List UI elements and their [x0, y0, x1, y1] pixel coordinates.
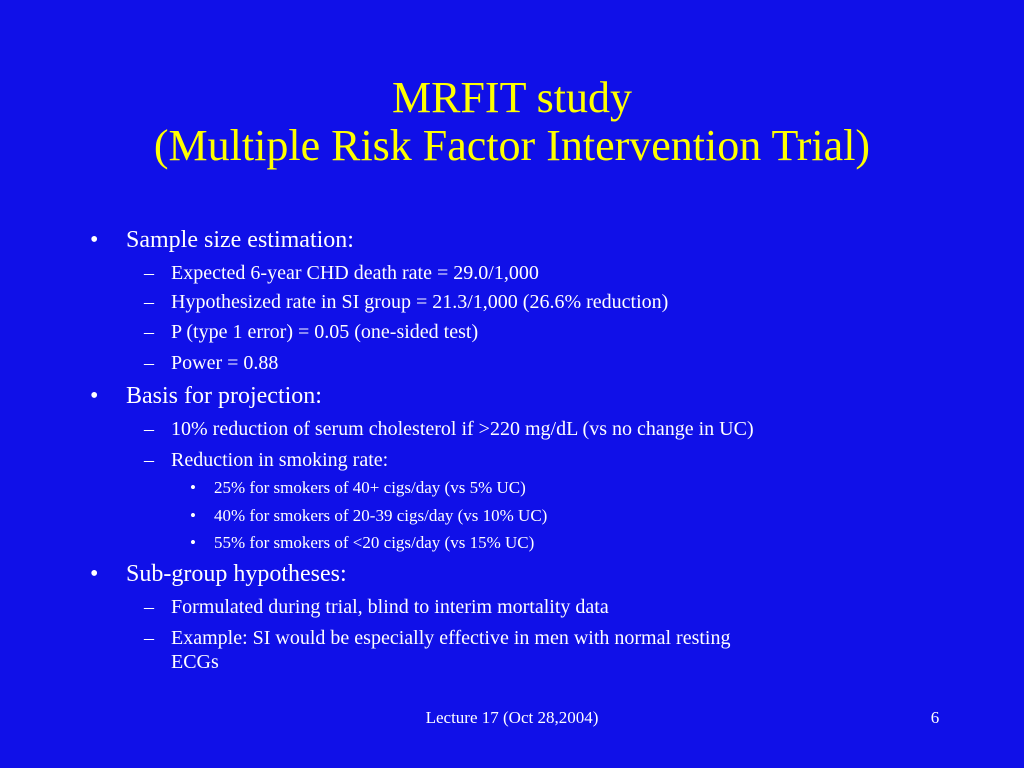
- sub-item-text: Formulated during trial, blind to interim mortality data: [171, 596, 609, 618]
- sub-sub-item-text: 25% for smokers of 40+ cigs/day (vs 5% UC): [214, 478, 526, 497]
- sub-item-text: Example: SI would be especially effective in men with normal resting: [171, 627, 731, 649]
- bullet-marker: •: [90, 383, 99, 409]
- sub-item-text: P (type 1 error) = 0.05 (one-sided test): [171, 321, 479, 343]
- dash-marker: –: [144, 321, 154, 343]
- dash-marker: –: [144, 627, 154, 649]
- sub-item-text: 10% reduction of serum cholesterol if >220 mg/dL (vs no change in UC): [171, 418, 754, 440]
- dash-marker: –: [144, 596, 154, 618]
- page-number: 6: [930, 708, 940, 727]
- sub-item-text: Hypothesized rate in SI group = 21.3/1,000 (26.6% reduction): [171, 291, 669, 313]
- bullet-marker: •: [90, 227, 99, 253]
- slide-title: [0, 74, 1024, 170]
- bullet-label: Sample size estimation:: [126, 227, 354, 253]
- sub-item-text: ECGs: [171, 651, 219, 673]
- dash-marker: –: [144, 449, 154, 471]
- bullet-marker: •: [190, 533, 196, 552]
- sub-sub-item-text: 55% for smokers of <20 cigs/day (vs 15% UC): [214, 533, 535, 552]
- dash-marker: –: [144, 291, 154, 313]
- bullet-marker: •: [90, 561, 99, 587]
- sub-item-text: Expected 6-year CHD death rate = 29.0/1,000: [171, 262, 539, 284]
- dash-marker: –: [144, 418, 154, 440]
- sub-sub-item-text: 40% for smokers of 20-39 cigs/day (vs 10% UC): [214, 506, 548, 525]
- bullet-label: Basis for projection:: [126, 383, 322, 409]
- footer-lecture: Lecture 17 (Oct 28,2004): [425, 708, 599, 727]
- sub-item-text: Power = 0.88: [171, 352, 279, 374]
- bullet-marker: •: [190, 478, 196, 497]
- sub-item-text: Reduction in smoking rate:: [171, 449, 389, 471]
- dash-marker: –: [144, 352, 154, 374]
- title-line-1: MRFIT study: [391, 73, 633, 122]
- bullet-marker: •: [190, 506, 196, 525]
- bullet-label: Sub-group hypotheses:: [126, 561, 347, 587]
- title-line-2: (Multiple Risk Factor Intervention Trial): [153, 121, 871, 170]
- dash-marker: –: [144, 262, 154, 284]
